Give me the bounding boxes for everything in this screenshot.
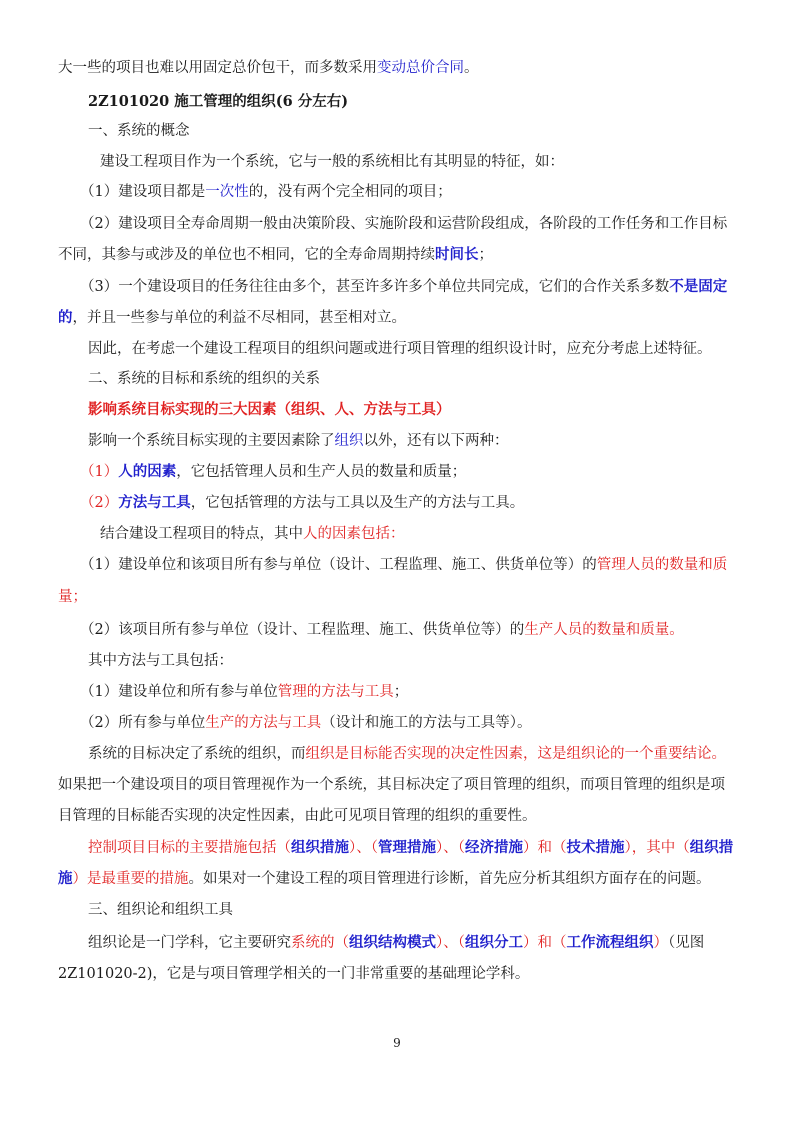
- text: （2）建设项目全寿命周期一般由决策阶段、实施阶段和运营阶段组成，各阶段的工作任务和工作目标: [80, 216, 728, 232]
- highlight-text: ）、（: [436, 935, 465, 951]
- highlight-text: 人的因素包括：: [303, 526, 405, 542]
- text-line: [58, 775, 748, 795]
- text-line: [58, 245, 748, 265]
- highlight-text: 组织结构模式: [349, 934, 436, 951]
- subsection-heading: [88, 369, 748, 389]
- highlight-text: 组织是目标能否实现的决定性因素，这是组织论的一个重要结论。: [305, 746, 726, 762]
- text: （设计和施工的方法与工具等）。: [321, 715, 532, 731]
- text: （2）该项目所有参与单位（设计、工程监理、施工、供货单位等）的: [80, 622, 525, 638]
- highlight-text: 人的因素: [118, 463, 177, 480]
- list-item: [80, 620, 748, 640]
- list-marker: （1）: [80, 464, 119, 480]
- list-item: [80, 493, 748, 513]
- list-item: [80, 277, 748, 297]
- highlight-text: 控制项目目标的主要措施包括（: [88, 840, 291, 856]
- text: 建设工程项目作为一个系统，它与一般的系统相比有其明显的特征，如：: [100, 154, 564, 170]
- text: 。如果对一个建设工程的项目管理进行诊断，首先应分析其组织方面存在的问题。: [188, 871, 711, 887]
- text: 目管理的目标能否实现的决定性因素，由此可见项目管理的组织的重要性。: [58, 808, 537, 824]
- text: 不同，其参与或涉及的单位也不相同，它的全寿命周期持续: [58, 247, 435, 263]
- text-line: [88, 838, 748, 858]
- text: 其中方法与工具包括：: [88, 653, 233, 669]
- heading-text: 二、系统的目标和系统的组织的关系: [88, 371, 320, 387]
- highlight-text: ）和（: [523, 935, 567, 951]
- text: 的，没有两个完全相同的项目；: [248, 184, 452, 200]
- text-line: [100, 524, 748, 544]
- highlight-text: ）、（: [436, 840, 465, 856]
- text: 系统的目标决定了系统的组织，而: [88, 746, 306, 762]
- highlight-text: 的: [58, 309, 73, 326]
- text-line: [58, 58, 748, 78]
- subsection-heading: [88, 121, 748, 141]
- highlight-text: 管理人员的数量和质: [596, 557, 728, 573]
- text: 。: [464, 60, 479, 76]
- text-line: [58, 308, 748, 328]
- text: 因此，在考虑一个建设工程项目的组织问题或进行项目管理的组织设计时，应充分考虑上述特征。: [88, 341, 712, 357]
- heading-text: 一、系统的概念: [88, 123, 190, 139]
- text: ，它包括管理的方法与工具以及生产的方法与工具。: [190, 495, 525, 511]
- text: 结合建设工程项目的特点，其中: [100, 526, 303, 542]
- highlight-text: 不是固定: [669, 278, 728, 295]
- highlight-text: ），其中（: [624, 840, 690, 856]
- text: ，它包括管理人员和生产人员的数量和质量；: [176, 464, 467, 480]
- highlight-text: 管理措施: [378, 839, 436, 856]
- list-item: [80, 713, 748, 733]
- highlight-text: 生产人员的数量和质量。: [524, 622, 684, 638]
- highlight-text: 量；: [58, 589, 87, 605]
- highlight-heading: [88, 400, 748, 420]
- text-line: [58, 806, 748, 826]
- heading-text: 三、组织论和组织工具: [88, 902, 233, 918]
- highlight-text: 经济措施: [465, 839, 523, 856]
- highlight-text: 系统的（: [291, 935, 349, 951]
- text: 影响一个系统目标实现的主要因素除了: [88, 433, 335, 449]
- highlight-text: 管理的方法与工具: [277, 684, 394, 700]
- text-line: [88, 933, 748, 953]
- highlight-text: ）和（: [523, 840, 567, 856]
- text: （1）建设单位和所有参与单位: [80, 684, 278, 700]
- text: 大一些的项目也难以用固定总价包干，而多数采用: [58, 60, 377, 76]
- highlight-text: 组织: [334, 433, 364, 449]
- text-line: [88, 431, 748, 451]
- list-item: [80, 462, 748, 482]
- highlight-text: ）、（: [349, 840, 378, 856]
- list-item: [80, 214, 748, 234]
- highlight-text: 变动总价合同: [377, 60, 464, 76]
- section-heading: [88, 92, 748, 112]
- list-marker: （2）: [80, 495, 119, 511]
- heading-text: 2Z101020 施工管理的组织(6 分左右): [88, 93, 349, 110]
- highlight-text: 工作流程组织: [566, 934, 654, 951]
- text: （见图: [668, 935, 705, 951]
- text: 2Z101020-2)，它是与项目管理学相关的一门非常重要的基础理论学科。: [58, 966, 530, 982]
- highlight-text: 组织措: [689, 839, 734, 856]
- text: （2）所有参与单位: [80, 715, 206, 731]
- highlight-text: 施: [58, 870, 73, 887]
- text-line: [58, 587, 748, 607]
- text-line: [88, 651, 748, 671]
- highlight-text: 时间长: [435, 246, 479, 263]
- text: ，并且一些参与单位的利益不尽相同，甚至相对立。: [72, 310, 406, 326]
- list-item: [80, 182, 748, 202]
- text: ；: [478, 247, 493, 263]
- text: （1）建设单位和该项目所有参与单位（设计、工程监理、施工、供货单位等）的: [80, 557, 597, 573]
- text-line: [88, 744, 748, 764]
- highlight-text: ）: [653, 935, 668, 951]
- highlight-text: 生产的方法与工具: [205, 715, 322, 731]
- highlight-text: 技术措施: [566, 839, 625, 856]
- list-item: [80, 682, 748, 702]
- page-number: 9: [393, 1036, 401, 1050]
- highlight-text: 一次性: [205, 184, 249, 200]
- text-line: [88, 339, 748, 359]
- text-line: [100, 152, 748, 172]
- text: （3）一个建设项目的任务往往由多个，甚至许多许多个单位共同完成，它们的合作关系多数: [80, 279, 670, 295]
- text: 如果把一个建设项目的项目管理视作为一个系统，其目标决定了项目管理的组织，而项目管理的组织是项: [58, 777, 725, 793]
- text: 以外，还有以下两种：: [363, 433, 509, 449]
- text-line: [58, 964, 748, 984]
- text-line: [58, 869, 748, 889]
- text: （1）建设项目都是: [80, 184, 206, 200]
- highlight-text: 组织分工: [465, 934, 523, 951]
- highlight-text: 组织措施: [291, 839, 349, 856]
- highlight-text: 方法与工具: [118, 494, 191, 511]
- text: 组织论是一门学科，它主要研究: [88, 935, 291, 951]
- list-item: [80, 555, 748, 575]
- subsection-heading: [88, 900, 748, 920]
- highlight-text: ）是最重要的措施: [72, 871, 189, 887]
- text: ；: [393, 684, 409, 700]
- heading-text: 影响系统目标实现的三大因素（组织、人、方法与工具）: [88, 401, 451, 418]
